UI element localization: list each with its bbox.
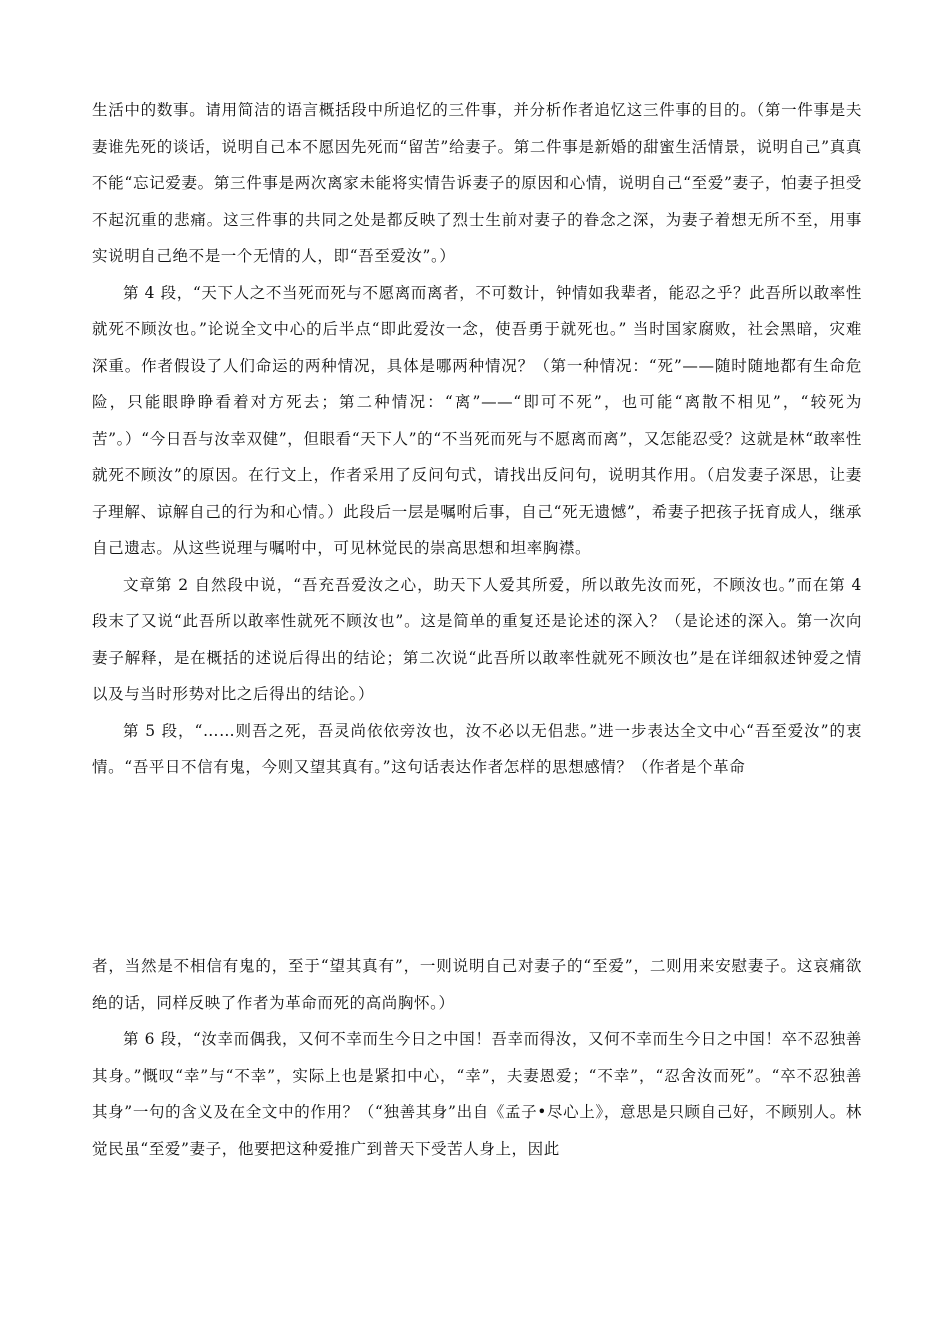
paragraph-section-6: 第 6 段，“汝幸而偶我，又何不幸而生今日之中国！吾幸而得汝，又何不幸而生今日之中国！卒不忍独善其身。”慨叹“幸”与“不幸”，实际上也是紧扣中心，“幸”，夫妻恩爱；“不幸”，“忍舍汝而死”。“卒不忍独善其身”一句的含义及在全文中的作用？（“独善其身”出自《孟子•尽心上》，意思是只顾自己好，不顾别人。林觉民虽“至爱”妻子，他要把这种爱推广到普天下受苦人身上，因此	[92, 1030, 862, 1158]
paragraph-section-4: 第 4 段，“天下人之不当死而死与不愿离而离者，不可数计，钟情如我辈者，能忍之乎？此吾所以敢率性就死不顾汝也。”论说全文中心的后半点“即此爱汝一念，使吾勇于就死也。” 当时国家腐败，社会黑暗，灾难深重。作者假设了人们命运的两种情况，具体是哪两种情况？（第一种情况：“死”——随时随地都有生命危险，只能眼睁睁看着对方死去；第二种情况：“离”——“即可不死”，也可能“离散不相见”，“较死为苦”。）“今日吾与汝幸双健”，但眼看“天下人”的“不当死而死与不愿离而离”，又怎能忍受？这就是林“敢率性就死不顾汝”的原因。在行文上，作者采用了反问句式，请找出反问句，说明其作用。（启发妻子深思，让妻子理解、谅解自己的行为和心情。）此段后一层是嘱咐后事，自己“死无遗憾”，希妻子把孩子抚育成人，继承自己遗志。从这些说理与嘱咐中，可见林觉民的崇高思想和坦率胸襟。	[92, 283, 862, 557]
paragraph-continuation-2: 者，当然是不相信有鬼的，至于“望其真有”，一则说明自己对妻子的“至爱”，二则用来安慰妻子。这哀痛欲绝的话，同样反映了作者为革命而死的高尚胸怀。）	[92, 957, 862, 1012]
paragraph-comparison: 文章第 2 自然段中说，“吾充吾爱汝之心，助天下人爱其所爱，所以敢先汝而死，不顾汝也。”而在第 4 段末了又说“此吾所以敢率性就死不顾汝也”。这是简单的重复还是论述的深入？（是论述的深入。第一次向妻子解释，是在概括的述说后得出的结论；第二次说“此吾所以敢率性就死不顾汝也”是在详细叙述钟爱之情以及与当时形势对比之后得出的结论。）	[92, 575, 862, 703]
text-block-lower	[92, 948, 862, 1167]
text-block-upper	[92, 92, 862, 786]
paragraph-section-5: 第 5 段，“……则吾之死，吾灵尚依依旁汝也，汝不必以无侣悲。”进一步表达全文中心“吾至爱汝”的衷情。“吾平日不信有鬼，今则又望其真有。”这句话表达作者怎样的思想感情？（作者是个革命	[92, 721, 862, 776]
paragraph-continuation: 生活中的数事。请用简洁的语言概括段中所追忆的三件事，并分析作者追忆这三件事的目的。（第一件事是夫妻谁先死的谈话，说明自己本不愿因先死而“留苦”给妻子。第二件事是新婚的甜蜜生活情景，说明自己”真真不能“忘记爱妻。第三件事是两次离家未能将实情告诉妻子的原因和心情，说明自己“至爱”妻子，怕妻子担受不起沉重的悲痛。这三件事的共同之处是都反映了烈士生前对妻子的眷念之深，为妻子着想无所不至，用事实说明自己绝不是一个无情的人，即“吾至爱汝”。）	[92, 101, 862, 265]
